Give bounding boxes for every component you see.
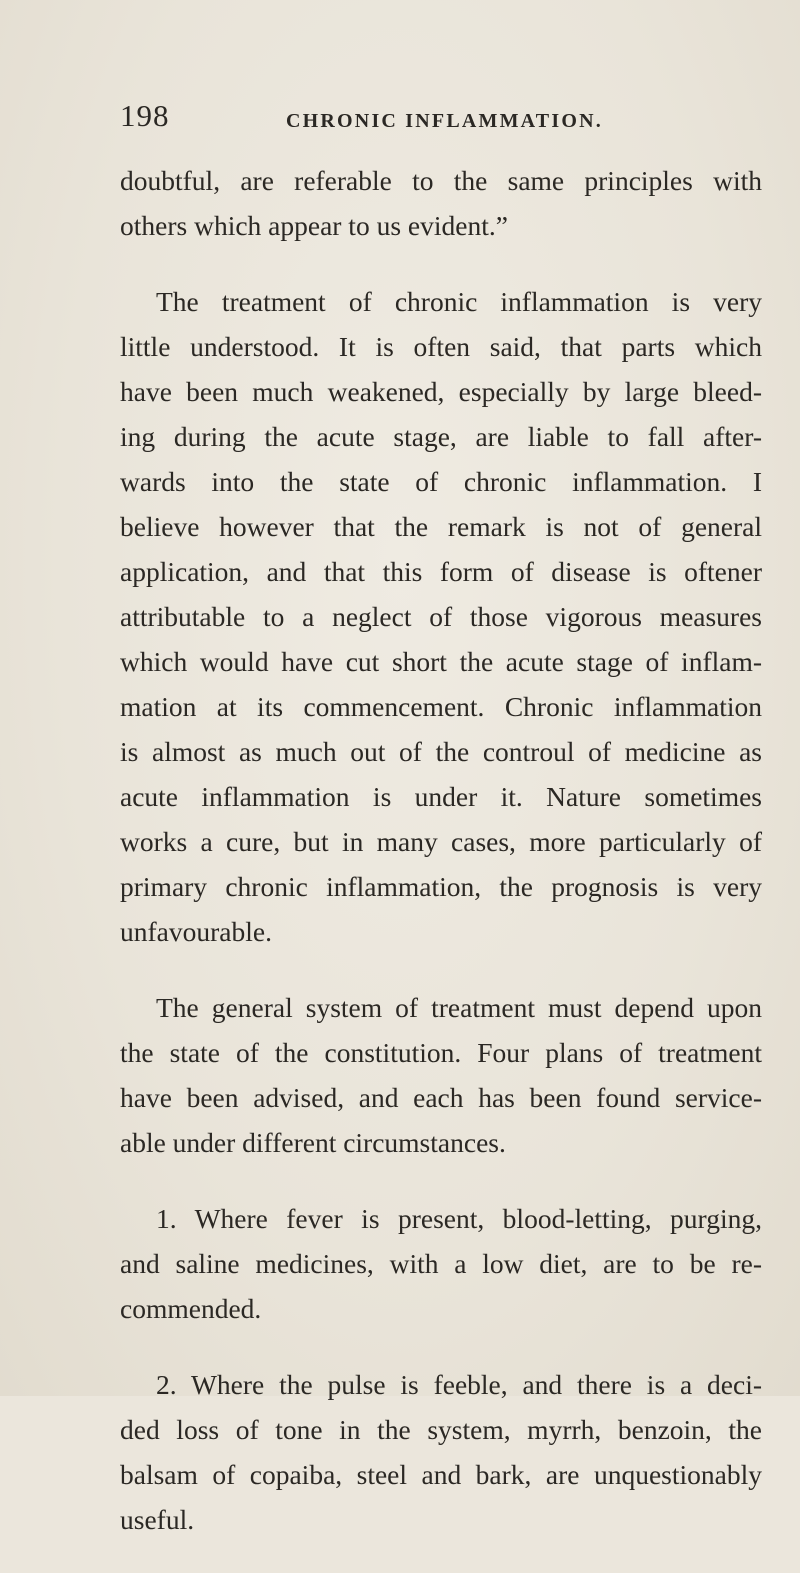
text-line: application, and that this form of disease is oftener: [120, 556, 762, 587]
text-line: unfavourable.: [120, 916, 272, 947]
text-line: mation at its commencement. Chronic inflammation: [120, 691, 762, 722]
text-line: able under different circumstances.: [120, 1127, 506, 1158]
text-line: little understood. It is often said, that parts which: [120, 331, 762, 362]
text-line: and saline medicines, with a low diet, are to be re-: [120, 1248, 762, 1279]
text-line: others which appear to us evident.”: [120, 210, 508, 241]
text-line: The general system of treatment must depend upon: [156, 992, 762, 1023]
text-line: doubtful, are referable to the same principles with: [120, 165, 762, 196]
text-line: ing during the acute stage, are liable to fall after-: [120, 421, 762, 452]
text-line: useful.: [120, 1504, 195, 1535]
page-number: 198: [120, 98, 170, 133]
paragraph-continuation: [120, 158, 762, 248]
text-line: works a cure, but in many cases, more particularly of: [120, 826, 762, 857]
body-text: [120, 158, 762, 1573]
text-line: 2. Where the pulse is feeble, and there is a deci-: [156, 1369, 762, 1400]
text-line: believe however that the remark is not of general: [120, 511, 762, 542]
text-line: is almost as much out of the controul of medicine as: [120, 736, 762, 767]
text-line: commended.: [120, 1293, 262, 1324]
text-line: attributable to a neglect of those vigorous measures: [120, 601, 762, 632]
text-line: which would have cut short the acute stage of inflam-: [120, 646, 762, 677]
text-line: 1. Where fever is present, blood-letting, purging,: [156, 1203, 762, 1234]
text-line: balsam of copaiba, steel and bark, are unquestionably: [120, 1459, 762, 1490]
text-line: have been much weakened, especially by large bleed-: [120, 376, 762, 407]
text-line: the state of the constitution. Four plans of treatment: [120, 1037, 762, 1068]
text-line: The treatment of chronic inflammation is very: [156, 286, 762, 317]
running-head: CHRONIC INFLAMMATION.: [286, 110, 603, 132]
text-line: wards into the state of chronic inflammation. I: [120, 466, 762, 497]
paragraph-general-system: [120, 985, 762, 1165]
paragraph-plan-2: [120, 1362, 762, 1542]
paragraph-plan-1: [120, 1196, 762, 1331]
text-line: primary chronic inflammation, the prognosis is very: [120, 871, 762, 902]
text-line: ded loss of tone in the system, myrrh, benzoin, the: [120, 1414, 762, 1445]
text-line: acute inflammation is under it. Nature sometimes: [120, 781, 762, 812]
paragraph-treatment: [120, 279, 762, 954]
page-header: [120, 98, 760, 138]
text-line: have been advised, and each has been found service-: [120, 1082, 762, 1113]
